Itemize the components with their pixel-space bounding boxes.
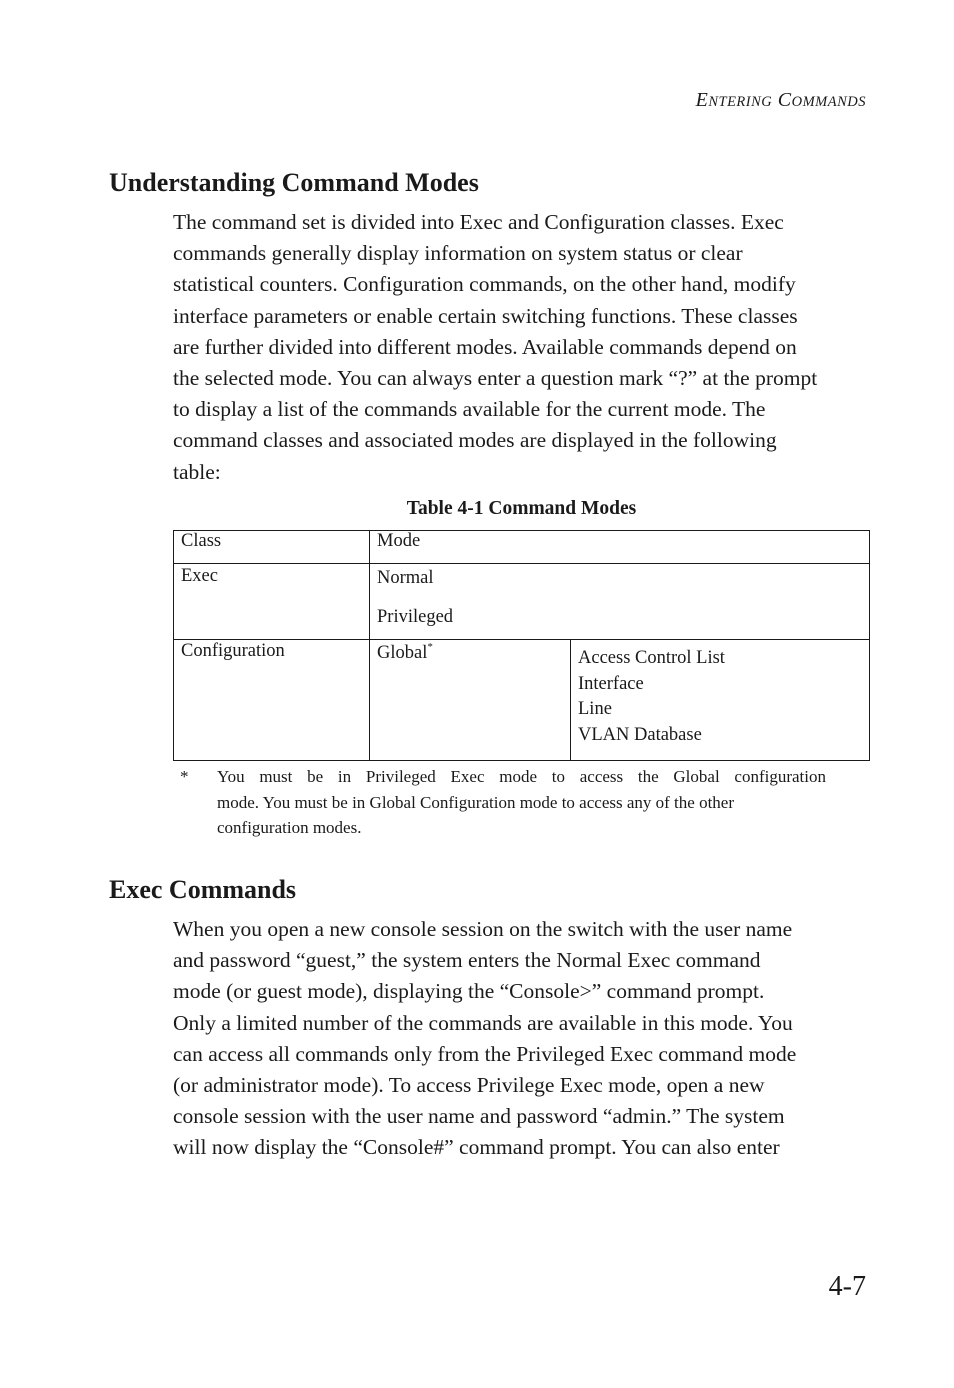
paragraph-line: can access all commands only from the Privileged Exec command mode <box>173 1041 797 1066</box>
running-header-ntering: NTERING <box>708 94 773 110</box>
cell-config-mode <box>370 640 571 761</box>
cell-config-submodes <box>571 640 870 761</box>
footnote-asterisk: * <box>180 767 189 786</box>
paragraph-line: interface parameters or enable certain switching functions. These classes <box>173 303 798 328</box>
table-header-row <box>174 531 870 564</box>
exec-commands-paragraph <box>173 914 873 1164</box>
header-cell-mode: Mode <box>370 531 870 564</box>
exec-mode-privileged: Privileged <box>377 607 454 627</box>
header-cell-class: Class <box>174 531 370 564</box>
footnote-line: You must be in Privileged Exec mode to access the Global configuration <box>217 767 826 786</box>
footnote-line: mode. You must be in Global Configuration mode to access any of the other <box>217 792 734 812</box>
footnote-text <box>217 764 826 841</box>
running-header-c: C <box>777 89 792 111</box>
table-caption: Table 4-1 Command Modes <box>406 498 637 519</box>
running-header-e: E <box>695 89 709 111</box>
footnote-line: configuration modes. <box>217 818 362 837</box>
cell-exec-modes <box>370 564 870 640</box>
paragraph-line: to display a list of the commands available for the current mode. The <box>173 397 766 422</box>
running-header <box>696 89 866 112</box>
submode-item: VLAN Database <box>578 724 702 745</box>
page-number: 4-7 <box>828 1271 866 1302</box>
paragraph-line: will now display the “Console#” command prompt. You can also enter <box>173 1135 780 1160</box>
submode-item: Interface <box>578 673 644 694</box>
paragraph-line: are further divided into different modes. Available commands depend on <box>173 334 797 359</box>
paragraph-line: the selected mode. You can always enter a question mark “?” at the prompt <box>173 366 818 391</box>
running-header-ommands: OMMANDS <box>791 94 866 110</box>
exec-mode-normal: Normal <box>377 568 434 588</box>
paragraph-line: table: <box>173 459 221 484</box>
submode-item: Access Control List <box>578 648 725 668</box>
paragraph-line: and password “guest,” the system enters the Normal Exec command <box>173 948 761 973</box>
paragraph-line: When you open a new console session on the switch with the user name <box>173 917 793 941</box>
paragraph-line: (or administrator mode). To access Privilege Exec mode, open a new <box>173 1073 765 1098</box>
table-row-exec <box>174 564 870 640</box>
cell-config-class: Configuration <box>174 640 370 761</box>
paragraph-line: command classes and associated modes are displayed in the following <box>173 428 777 453</box>
paragraph-line: Only a limited number of the commands are available in this mode. You <box>173 1010 793 1035</box>
footnote-mark: * <box>427 641 433 653</box>
submode-item: Line <box>578 699 612 719</box>
section-heading-exec-commands: Exec Commands <box>109 875 297 904</box>
table-row-configuration <box>174 640 870 761</box>
section-heading-command-modes: Understanding Command Modes <box>109 168 479 197</box>
paragraph-line: The command set is divided into Exec and Configuration classes. Exec <box>173 210 784 234</box>
paragraph-line: console session with the user name and password “admin.” The system <box>173 1104 785 1129</box>
paragraph-line: commands generally display information on system status or clear <box>173 241 743 266</box>
command-modes-paragraph <box>173 207 873 488</box>
command-modes-table <box>173 530 870 761</box>
cell-exec-class: Exec <box>174 564 370 640</box>
config-mode-global: Global <box>377 643 428 663</box>
paragraph-line: statistical counters. Configuration commands, on the other hand, modify <box>173 272 796 297</box>
paragraph-line: mode (or guest mode), displaying the “Console>” command prompt. <box>173 979 765 1004</box>
